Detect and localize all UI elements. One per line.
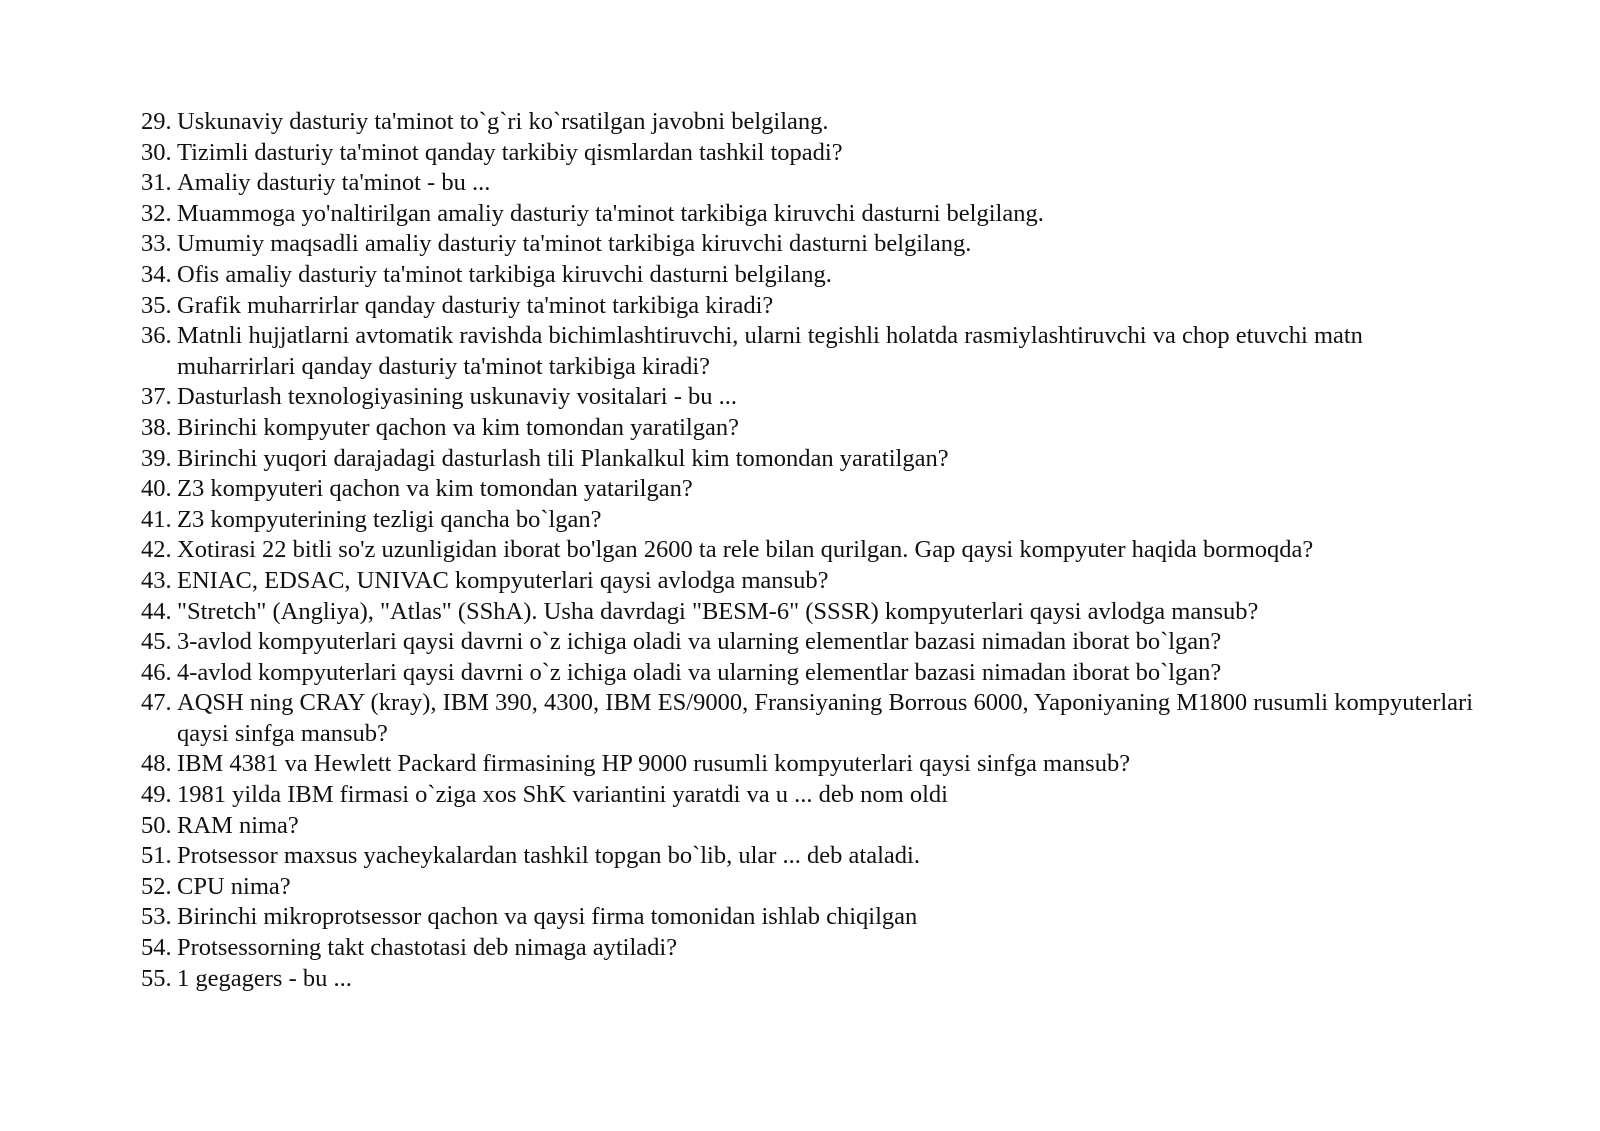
question-number: 53.	[141, 903, 172, 931]
question-list	[141, 107, 1481, 994]
question-item	[141, 566, 1481, 597]
question-item	[141, 902, 1481, 933]
question-number: 34.	[141, 260, 172, 288]
question-text: Z3 kompyuteri qachon va kim tomondan yatarilgan?	[177, 475, 693, 503]
question-text: RAM nima?	[177, 811, 299, 839]
question-item	[141, 107, 1481, 138]
question-text: Amaliy dasturiy ta'minot - bu ...	[177, 169, 491, 197]
question-item	[141, 964, 1481, 995]
question-item	[141, 597, 1481, 628]
question-number: 31.	[141, 169, 172, 197]
question-text: 3-avlod kompyuterlari qaysi davrni o`z ichiga oladi va ularning elementlar bazasi nimadan iborat bo`lgan?	[177, 628, 1222, 656]
question-text: Uskunaviy dasturiy ta'minot to`g`ri ko`rsatilgan javobni belgilang.	[177, 108, 829, 135]
question-item	[141, 658, 1481, 689]
question-number: 48.	[141, 750, 172, 778]
question-text: Dasturlash texnologiyasining uskunaviy vositalari - bu ...	[177, 383, 738, 411]
question-item	[141, 413, 1481, 444]
question-number: 30.	[141, 138, 172, 166]
question-item	[141, 505, 1481, 536]
question-number: 40.	[141, 475, 172, 503]
question-number: 51.	[141, 842, 172, 870]
question-number: 54.	[141, 934, 172, 962]
question-item	[141, 749, 1481, 780]
question-item	[141, 872, 1481, 903]
question-number: 29.	[141, 108, 172, 135]
question-text: Birinchi mikroprotsessor qachon va qaysi firma tomonidan ishlab chiqilgan	[177, 903, 918, 931]
question-text: Grafik muharrirlar qanday dasturiy ta'minot tarkibiga kiradi?	[177, 291, 774, 319]
question-number: 47.	[141, 689, 172, 717]
question-number: 42.	[141, 536, 172, 564]
question-text: Protsessorning takt chastotasi deb nimaga aytiladi?	[177, 934, 678, 962]
question-text: 1981 yilda IBM firmasi o`ziga xos ShK variantini yaratdi va u ... deb nom oldi	[177, 781, 948, 809]
question-text: Muammoga yo'naltirilgan amaliy dasturiy ta'minot tarkibiga kiruvchi dasturni belgilang.	[177, 199, 1044, 227]
question-text: Z3 kompyuterining tezligi qancha bo`lgan?	[177, 505, 602, 533]
question-number: 32.	[141, 199, 172, 227]
question-text: Matnli hujjatlarni avtomatik ravishda bichimlashtiruvchi, ularni tegishli holatda rasmiylashtiruvchi va chop etuvchi matn muharrirlari qanday dasturiy ta'minot tarkibiga kiradi?	[177, 322, 1363, 380]
question-text: Ofis amaliy dasturiy ta'minot tarkibiga kiruvchi dasturni belgilang.	[177, 260, 832, 288]
question-number: 45.	[141, 628, 172, 656]
question-text: Tizimli dasturiy ta'minot qanday tarkibiy qismlardan tashkil topadi?	[177, 138, 843, 166]
question-number: 46.	[141, 658, 172, 686]
question-number: 55.	[141, 964, 172, 992]
question-number: 50.	[141, 811, 172, 839]
question-number: 39.	[141, 444, 172, 472]
question-item	[141, 291, 1481, 322]
question-text: CPU nima?	[177, 872, 291, 900]
question-number: 35.	[141, 291, 172, 319]
question-text: AQSH ning CRAY (kray), IBM 390, 4300, IBM ES/9000, Fransiyaning Borrous 6000, Yaponiyaning M1800 rusumli kompyuterlari qaysi sinfga mansub?	[177, 689, 1473, 747]
question-number: 49.	[141, 781, 172, 809]
question-item	[141, 229, 1481, 260]
question-number: 44.	[141, 597, 172, 625]
question-text: Umumiy maqsadli amaliy dasturiy ta'minot tarkibiga kiruvchi dasturni belgilang.	[177, 230, 972, 258]
question-item	[141, 321, 1481, 382]
question-text: ENIAC, EDSAC, UNIVAC kompyuterlari qaysi avlodga mansub?	[177, 566, 829, 594]
question-item	[141, 535, 1481, 566]
question-text: "Stretch" (Angliya), "Atlas" (SShA). Usha davrdagi "BESM-6" (SSSR) kompyuterlari qaysi avlodga mansub?	[177, 597, 1259, 625]
question-item	[141, 474, 1481, 505]
question-item	[141, 444, 1481, 475]
question-item	[141, 260, 1481, 291]
question-item	[141, 168, 1481, 199]
question-number: 43.	[141, 566, 172, 594]
question-item	[141, 688, 1481, 749]
question-item	[141, 841, 1481, 872]
question-text: IBM 4381 va Hewlett Packard firmasining HP 9000 rusumli kompyuterlari qaysi sinfga mansub?	[177, 750, 1131, 778]
question-item	[141, 382, 1481, 413]
question-item	[141, 933, 1481, 964]
question-number: 33.	[141, 230, 172, 258]
question-item	[141, 627, 1481, 658]
question-text: 4-avlod kompyuterlari qaysi davrni o`z ichiga oladi va ularning elementlar bazasi nimadan iborat bo`lgan?	[177, 658, 1222, 686]
question-number: 36.	[141, 322, 172, 350]
question-item	[141, 811, 1481, 842]
question-item	[141, 780, 1481, 811]
question-text: Xotirasi 22 bitli so'z uzunligidan iborat bo'lgan 2600 ta rele bilan qurilgan. Gap qaysi kompyuter haqida bormoqda?	[177, 536, 1314, 564]
question-item	[141, 138, 1481, 169]
question-number: 52.	[141, 872, 172, 900]
question-text: Birinchi kompyuter qachon va kim tomondan yaratilgan?	[177, 413, 739, 441]
question-number: 38.	[141, 413, 172, 441]
question-text: Birinchi yuqori darajadagi dasturlash tili Plankalkul kim tomondan yaratilgan?	[177, 444, 949, 472]
question-text: 1 gegagers - bu ...	[177, 964, 352, 992]
question-number: 37.	[141, 383, 172, 411]
question-item	[141, 199, 1481, 230]
question-text: Protsessor maxsus yacheykalardan tashkil topgan bo`lib, ular ... deb ataladi.	[177, 842, 920, 870]
question-number: 41.	[141, 505, 172, 533]
